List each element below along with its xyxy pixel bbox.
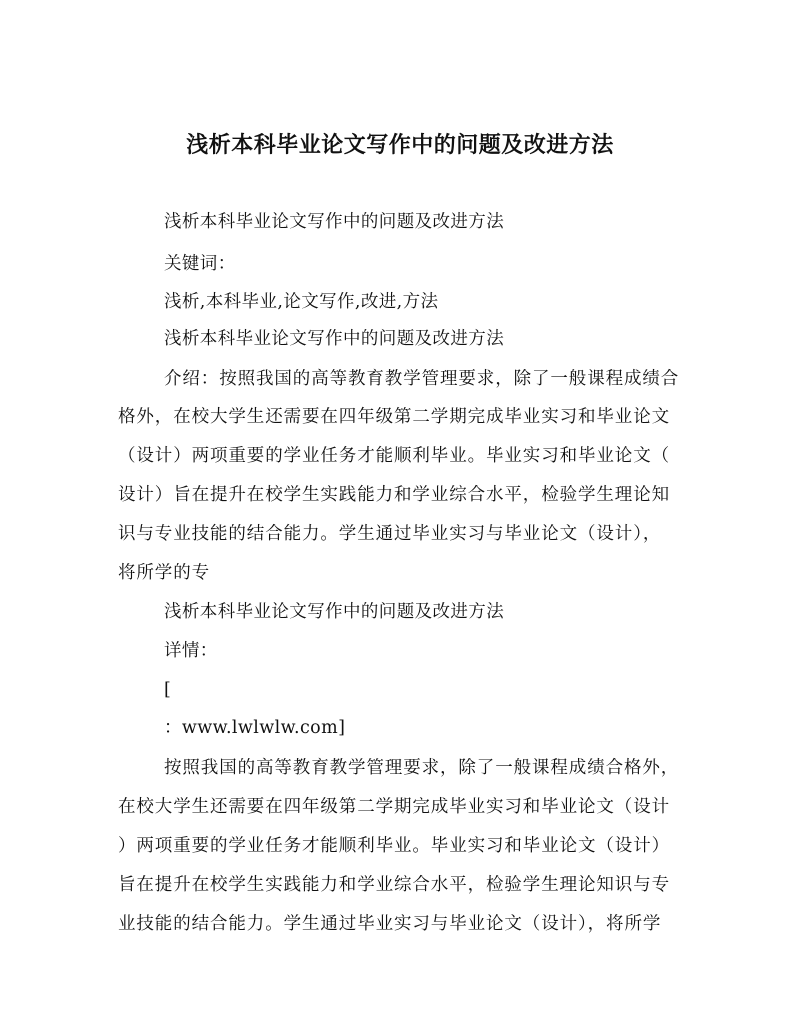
body-line: 按照我国的高等教育教学管理要求，除了一般课程成绩合格外，	[164, 758, 680, 778]
document-title: 浅析本科毕业论文写作中的问题及改进方法	[186, 133, 614, 158]
keywords-label: 关键词：	[164, 254, 236, 274]
intro-line: 设计）旨在提升在校学生实践能力和学业综合水平，检验学生理论知	[118, 485, 670, 505]
body-line: 旨在提升在校学生实践能力和学业综合水平，检验学生理论知识与专	[118, 875, 670, 895]
intro-line: 介绍：按照我国的高等教育教学管理要求，除了一般课程成绩合	[164, 369, 680, 389]
intro-line: 将所学的专	[118, 563, 210, 583]
intro-line: 识与专业技能的结合能力。学生通过毕业实习与毕业论文（设计），	[118, 524, 662, 544]
subtitle-3: 浅析本科毕业论文写作中的问题及改进方法	[164, 602, 505, 622]
intro-line: （设计）两项重要的学业任务才能顺利毕业。毕业实习和毕业论文（	[118, 446, 670, 466]
source-line: ：www.lwlwlw.com]	[164, 718, 346, 738]
body-line: 在校大学生还需要在四年级第二学期完成毕业实习和毕业论文（设计	[118, 797, 670, 817]
subtitle-2: 浅析本科毕业论文写作中的问题及改进方法	[164, 329, 505, 349]
bracket-open: [	[164, 680, 172, 700]
body-line: 业技能的结合能力。学生通过毕业实习与毕业论文（设计），将所学	[118, 914, 662, 934]
details-label: 详情：	[164, 641, 218, 661]
keywords-text: 浅析,本科毕业,论文写作,改进,方法	[164, 292, 439, 312]
body-line: ）两项重要的学业任务才能顺利毕业。毕业实习和毕业论文（设计）	[118, 836, 670, 856]
intro-line: 格外，在校大学生还需要在四年级第二学期完成毕业实习和毕业论文	[118, 407, 670, 427]
subtitle-1: 浅析本科毕业论文写作中的问题及改进方法	[164, 212, 505, 232]
